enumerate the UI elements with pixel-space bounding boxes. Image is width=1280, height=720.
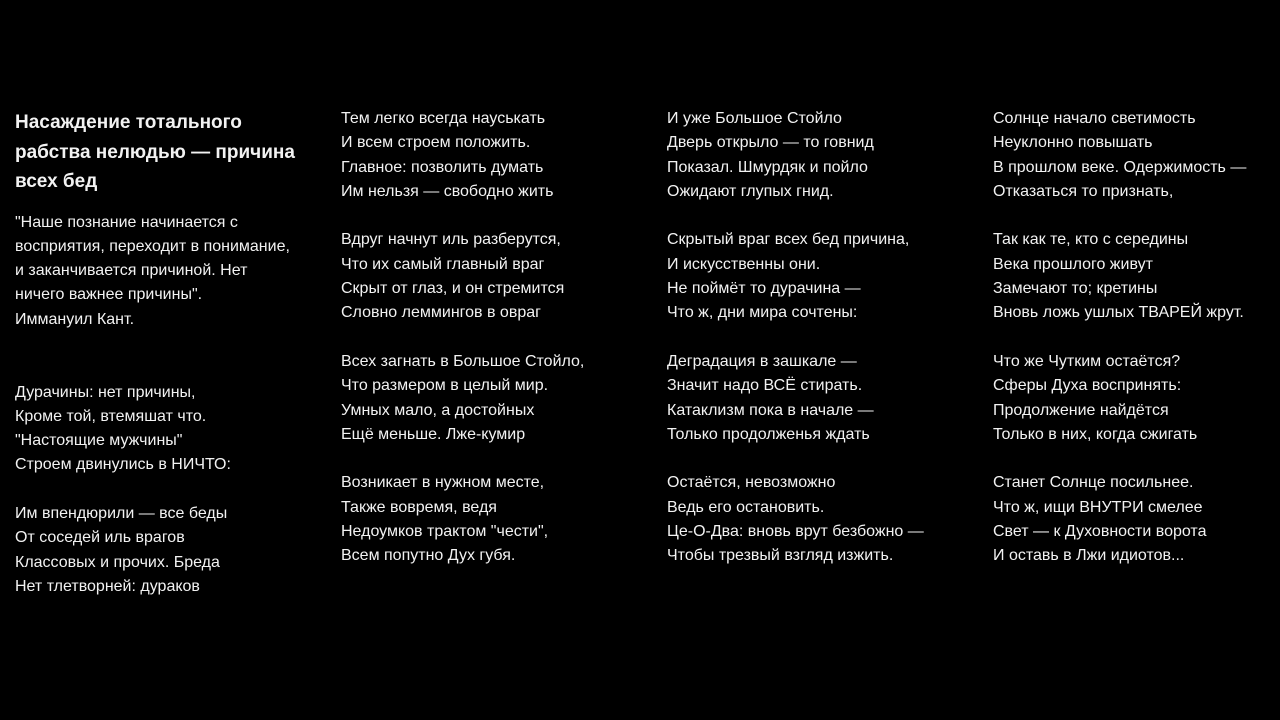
verse-line: Катаклизм пока в начале — [667,401,874,419]
verse-line: И всем строем положить. [341,134,531,152]
verse-line: Им нельзя — свободно жить [341,182,554,200]
title-line: всех бед [15,171,98,192]
stanza [667,471,977,568]
verse-line: Главное: позволить думать [341,158,544,176]
verse-line: Продолжение найдётся [993,401,1169,419]
verse-line: Им впендюрили — все беды [15,505,228,523]
verse-line: В прошлом веке. Одержимость — [993,158,1247,176]
stanza [667,107,977,204]
verse-line: Тем легко всегда науськать [341,110,546,127]
verse-line: Скрыт от глаз, и он стремится [341,280,565,298]
title-line: рабства нелюдью — причина [15,141,295,163]
verse-line: И искусственны они. [667,255,821,273]
verse-line: Показал. Шмурдяк и пойло [667,158,868,176]
verse-line: Так как те, кто с середины [993,231,1189,249]
verse-line: Неуклонно повышать [993,134,1153,152]
stanza [667,228,977,325]
verse-line: Скрытый враг всех бед причина, [667,231,910,249]
stanza [993,228,1280,325]
stanza [993,107,1280,204]
stanza [993,350,1280,447]
epigraph-line: ничего важнее причины". [15,286,203,304]
verse-line: Остаётся, невозможно [667,474,836,492]
stanza [341,228,651,325]
verse-line: Века прошлого живут [993,255,1153,273]
column-4 [993,107,1280,593]
verse-line: Только продолженья ждать [667,425,870,443]
verse-line: Умных мало, а достойных [341,401,535,419]
verse-line: Что их самый главный враг [341,255,545,273]
verse-line: Возникает в нужном месте, [341,474,545,492]
column-2 [341,107,651,593]
verse-line: Не поймёт то дурачина — [667,280,861,298]
stanza [667,350,977,447]
verse-line: Словно леммингов в овраг [341,304,541,322]
column-3 [667,107,977,593]
verse-line: Замечают то; кретины [993,280,1158,298]
verse-line: Что же Чутким остаётся? [993,352,1181,370]
stanza [993,471,1280,568]
verse-line: Что размером в целый мир. [341,377,549,395]
verse-line: Ведь его остановить. [667,498,825,516]
verse-line: Станет Солнце посильнее. [993,474,1194,492]
verse-line: "Настоящие мужчины" [15,432,183,450]
verse-line: Вновь ложь ушлых ТВАРЕЙ жрут. [993,304,1244,322]
verse-line: Це-О-Два: вновь врут безбожно — [667,523,924,541]
stanza [15,381,325,478]
verse-line: Также вовремя, ведя [341,498,497,516]
verse-line: Всем попутно Дух губя. [341,547,516,565]
stanza [341,350,651,447]
verse-line: Кроме той, втемяшат что. [15,407,207,425]
verse-line: Недоумков трактом "чести", [341,523,549,541]
stanza [341,471,651,568]
verse-line: Ещё меньше. Лже-кумир [341,425,526,443]
verse-line: Что ж, ищи ВНУТРИ смелее [993,498,1203,516]
epigraph-line: и заканчивается причиной. Нет [15,262,248,280]
verse-line: От соседей иль врагов [15,529,185,547]
epigraph [15,211,325,332]
verse-line: Классовых и прочих. Бреда [15,553,220,571]
verse-line: Строем двинулись в НИЧТО: [15,456,231,474]
verse-line: Только в них, когда сжигать [993,425,1198,443]
verse-line: Деградация в зашкале — [667,352,857,370]
verse-line: Нет тлетворней: дураков [15,577,200,595]
verse-line: И уже Большое Стойло [667,110,842,127]
verse-line: Солнце начало светимость [993,110,1196,127]
verse-line: Вдруг начнут иль разберутся, [341,231,561,249]
verse-line: Ожидают глупых гнид. [667,182,834,200]
stanza [15,502,325,599]
verse-line: И оставь в Лжи идиотов... [993,547,1185,565]
verse-line: Значит надо ВСЁ стирать. [667,377,863,395]
verse-line: Отказаться то признать, [993,182,1174,200]
epigraph-line: восприятия, переходит в понимание, [15,237,290,255]
verse-line: Сферы Духа воспринять: [993,377,1182,395]
epigraph-line: "Наше познание начинается с [15,213,238,231]
column-1 [15,108,325,624]
poem-title [15,108,325,197]
stanza [341,107,651,204]
title-line: Насаждение тотального [15,112,242,133]
verse-line: Чтобы трезвый взгляд изжить. [667,547,894,565]
verse-line: Всех загнать в Большое Стойло, [341,352,585,370]
verse-line: Дурачины: нет причины, [15,383,196,401]
epigraph-author: Иммануил Кант. [15,310,135,328]
verse-line: Что ж, дни мира сочтены: [667,304,858,322]
verse-line: Свет — к Духовности ворота [993,523,1207,541]
verse-line: Дверь открыло — то говнид [667,134,874,152]
